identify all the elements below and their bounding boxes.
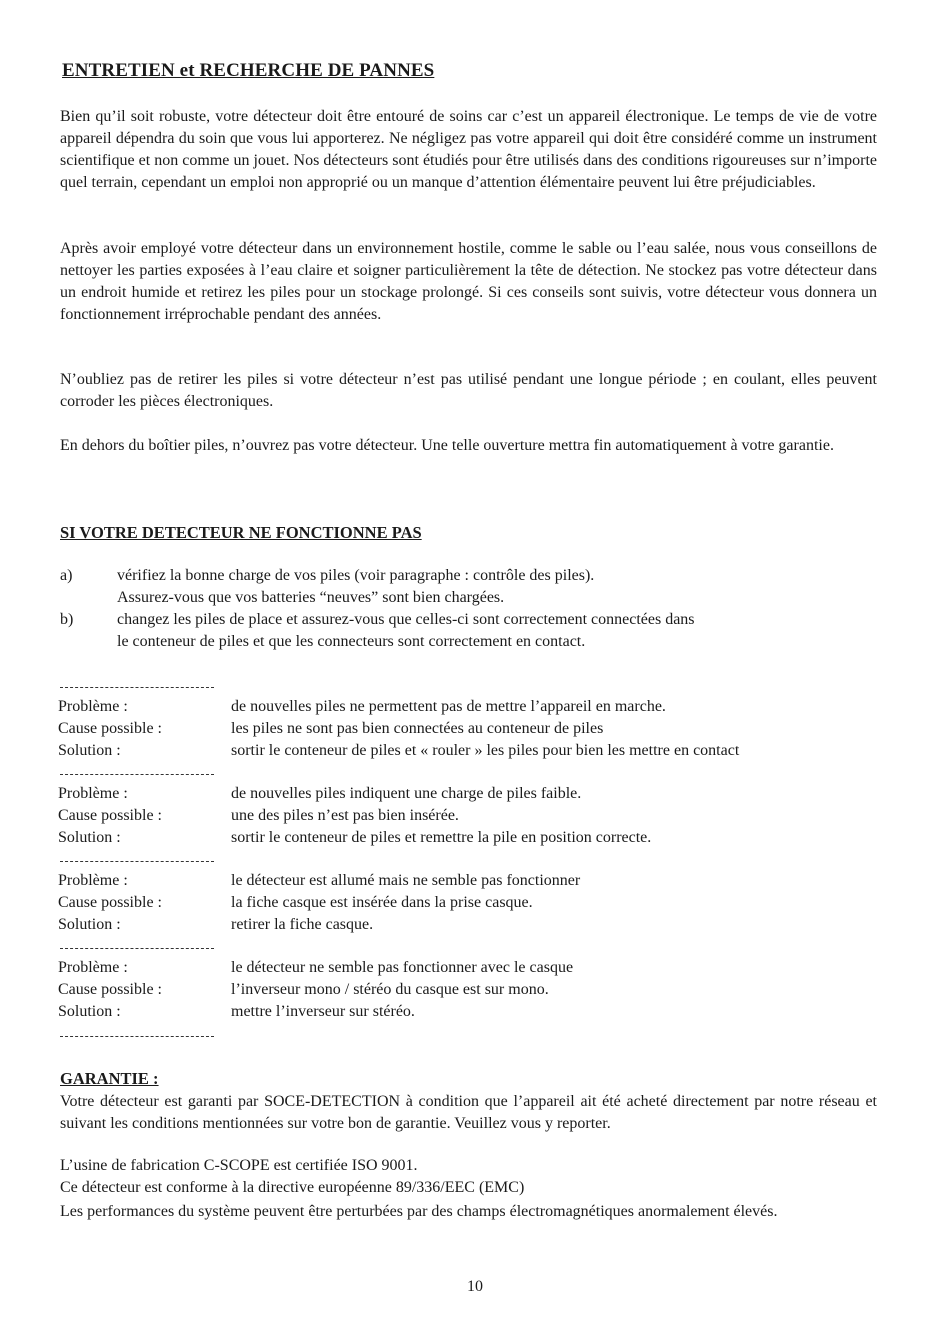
solution-row: [58, 1003, 918, 1025]
cause-label: Cause possible :: [58, 807, 162, 824]
solution-label: Solution :: [58, 1003, 121, 1020]
cause-row: [58, 720, 918, 742]
list-item-b-line2: le conteneur de piles et que les connecteurs sont correctement en contact.: [117, 633, 586, 650]
list-marker-b: b): [60, 611, 74, 628]
cause-text: l’inverseur mono / stéréo du casque est sur mono.: [231, 981, 549, 998]
emc-conformity: Ce détecteur est conforme à la directive européenne 89/336/EEC (EMC): [60, 1179, 525, 1196]
cause-row: [58, 807, 918, 829]
solution-text: mettre l’inverseur sur stéréo.: [231, 1003, 415, 1020]
iso-certification: L’usine de fabrication C-SCOPE est certifiée ISO 9001.: [60, 1157, 418, 1174]
solution-label: Solution :: [58, 916, 121, 933]
cause-label: Cause possible :: [58, 894, 162, 911]
problem-label: Problème :: [58, 959, 128, 976]
guarantee-text: Votre détecteur est garanti par SOCE-DETECTION à condition que l’appareil ait été acheté directement par notre réseau et suivant les conditions mentionnées sur votre bon de garantie. Veuillez vous y reporter.: [60, 1093, 877, 1132]
dashed-separator: [60, 687, 214, 688]
problem-text: le détecteur ne semble pas fonctionner avec le casque: [231, 959, 574, 976]
paragraph-batteries: N’oubliez pas de retirer les piles si votre détecteur n’est pas utilisé pendant une longue période ; en coulant, elles peuvent corroder les pièces électroniques.: [60, 371, 877, 410]
solution-label: Solution :: [58, 742, 121, 759]
solution-text: sortir le conteneur de piles et remettre la pile en position correcte.: [231, 829, 652, 846]
dashed-separator: [60, 774, 214, 775]
solution-row: [58, 829, 918, 851]
problem-row: [58, 698, 918, 720]
problem-row: [58, 785, 918, 807]
solution-text: retirer la fiche casque.: [231, 916, 374, 933]
paragraph-care: Bien qu’il soit robuste, votre détecteur doit être entouré de soins car c’est un appareil électronique. Le temps de vie de votre appareil dépendra du soin que vous lui apporterez. Ne négligez pas votre appareil qui doit être considéré comme un instrument scientifique et non comme un jouet. Nos détecteurs sont étudiés pour être utilisés dans des conditions rigoureuses sur n’importe quel terrain, cependant un emploi non approprié ou un manque d’attention élémentaire peuvent lui être préjudiciables.: [60, 108, 877, 191]
problem-text: de nouvelles piles ne permettent pas de mettre l’appareil en marche.: [231, 698, 666, 715]
page-number: 10: [467, 1278, 483, 1295]
cause-row: [58, 981, 918, 1003]
section-heading-not-working: SI VOTRE DETECTEUR NE FONCTIONNE PAS: [60, 523, 422, 542]
cause-label: Cause possible :: [58, 981, 162, 998]
dashed-separator: [60, 948, 214, 949]
cause-label: Cause possible :: [58, 720, 162, 737]
cause-text: la fiche casque est insérée dans la prise casque.: [231, 894, 533, 911]
list-item-a-line2: Assurez-vous que vos batteries “neuves” sont bien chargées.: [117, 589, 505, 606]
list-item-a-line1: vérifiez la bonne charge de vos piles (voir paragraphe : contrôle des piles).: [117, 567, 595, 584]
guarantee-heading: GARANTIE :: [60, 1069, 159, 1088]
cause-row: [58, 894, 918, 916]
dashed-separator: [60, 1036, 214, 1037]
paragraph-cleaning: Après avoir employé votre détecteur dans un environnement hostile, comme le sable ou l’eau salée, nous vous conseillons de nettoyer les parties exposées à l’eau claire et soigner particulièrement la tête de détection. Ne stockez pas votre détecteur dans un endroit humide et retirez les piles pour un stockage prolongé. Si ces conseils sont suivis, votre détecteur vous donnera un fonctionnement irréprochable pendant des années.: [60, 240, 877, 323]
dashed-separator: [60, 861, 214, 862]
problem-label: Problème :: [58, 872, 128, 889]
problem-label: Problème :: [58, 698, 128, 715]
page-title: ENTRETIEN et RECHERCHE DE PANNES: [62, 60, 435, 81]
problem-row: [58, 872, 918, 894]
solution-label: Solution :: [58, 829, 121, 846]
cause-text: les piles ne sont pas bien connectées au conteneur de piles: [231, 720, 604, 737]
problem-row: [58, 959, 918, 981]
list-item-b-line1: changez les piles de place et assurez-vous que celles-ci sont correctement connectées dans: [117, 611, 695, 628]
list-marker-a: a): [60, 567, 73, 584]
problem-text: le détecteur est allumé mais ne semble pas fonctionner: [231, 872, 581, 889]
solution-text: sortir le conteneur de piles et « rouler » les piles pour bien les mettre en contact: [231, 742, 740, 759]
problem-label: Problème :: [58, 785, 128, 802]
solution-row: [58, 742, 918, 764]
cause-text: une des piles n’est pas bien insérée.: [231, 807, 459, 824]
solution-row: [58, 916, 918, 938]
problem-text: de nouvelles piles indiquent une charge de piles faible.: [231, 785, 582, 802]
paragraph-opening: En dehors du boîtier piles, n’ouvrez pas votre détecteur. Une telle ouverture mettra fin automatiquement à votre garantie.: [60, 437, 834, 454]
performance-notice: Les performances du système peuvent être perturbées par des champs électromagnétiques anormalement élevés.: [60, 1203, 778, 1220]
